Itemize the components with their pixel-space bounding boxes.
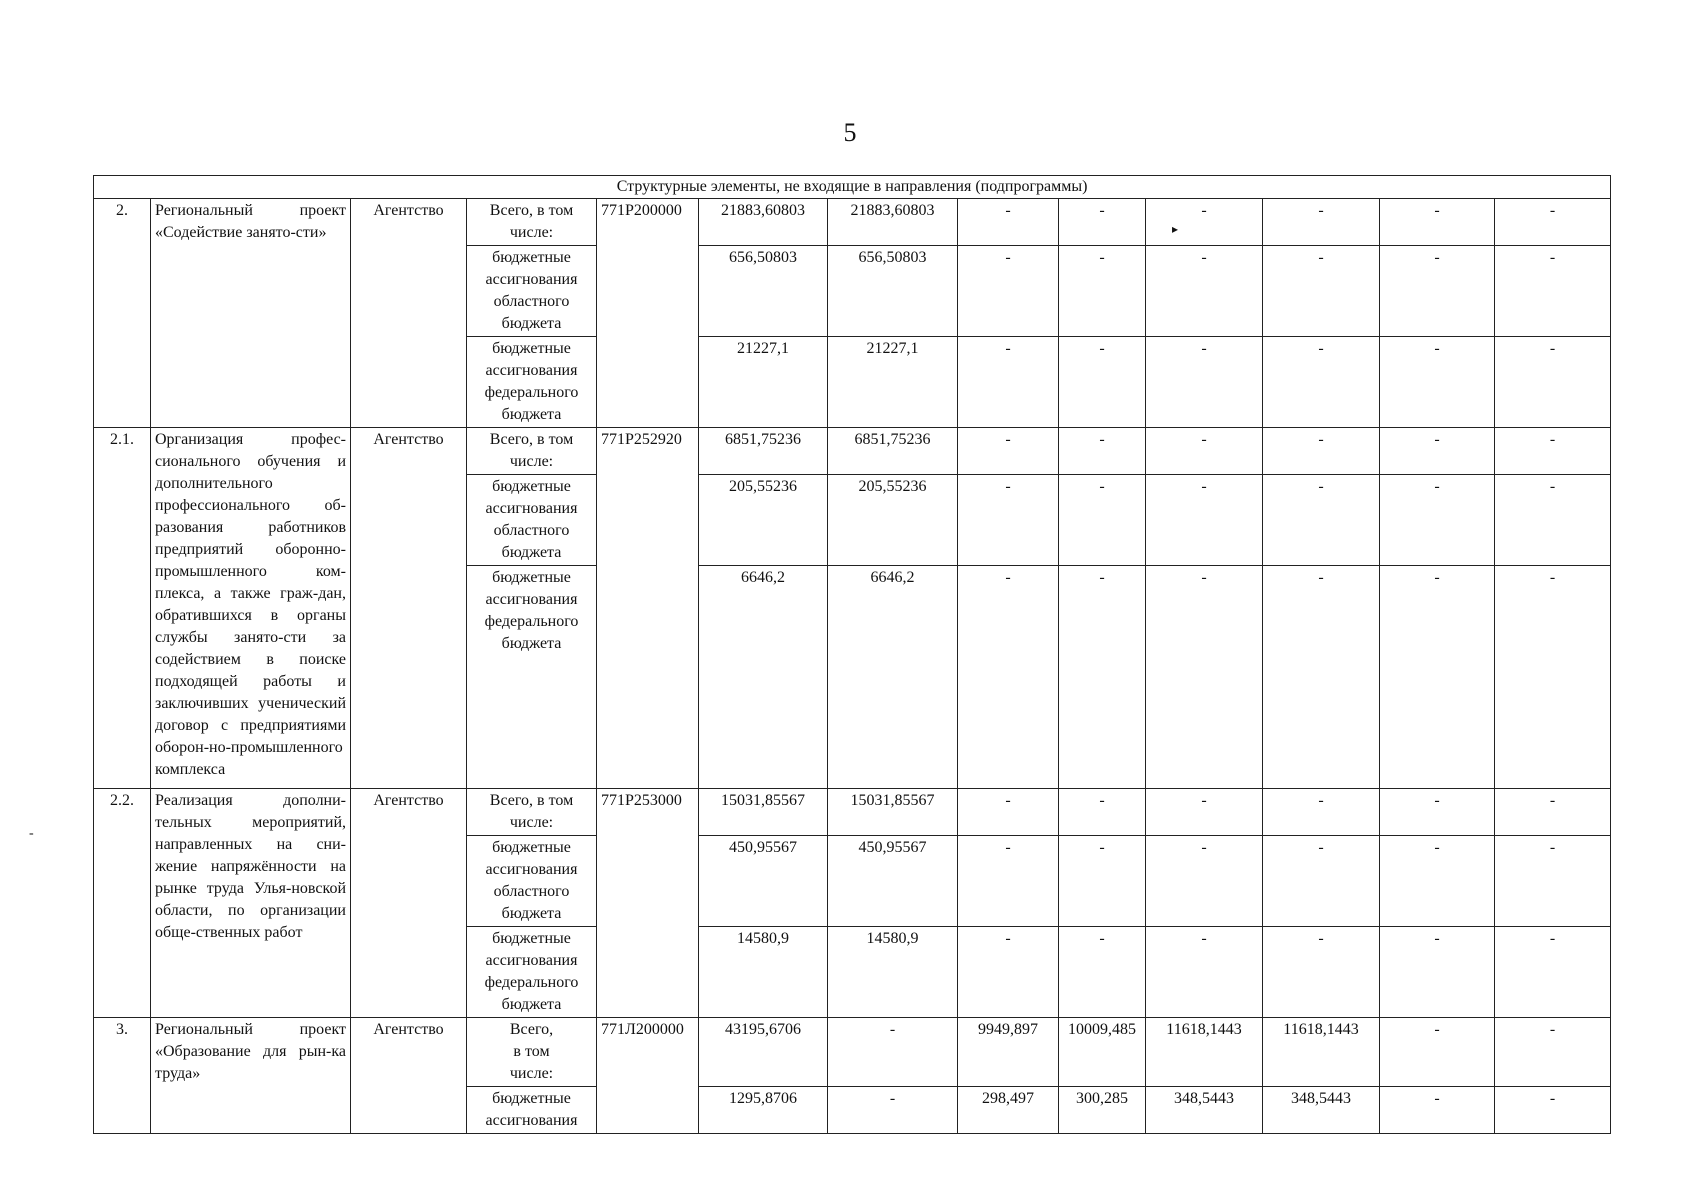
funding-source xyxy=(467,337,597,428)
amount-cell: 9949,897 xyxy=(958,1018,1059,1087)
amount-cell: - xyxy=(1495,246,1611,337)
amount-cell: - xyxy=(1380,475,1495,566)
amount-cell: - xyxy=(1059,789,1146,836)
funding-source-line: областного xyxy=(493,522,570,539)
amount-cell: 656,50803 xyxy=(828,246,958,337)
funding-source-line: бюджета xyxy=(501,905,562,922)
amount-cell: - xyxy=(1495,789,1611,836)
funding-source-line: областного xyxy=(493,883,570,900)
funding-source xyxy=(467,927,597,1018)
table-row xyxy=(94,199,1611,246)
table-row xyxy=(94,789,1611,836)
amount-cell: - xyxy=(1263,789,1380,836)
amount-cell: - xyxy=(1146,337,1263,428)
amount-cell: - xyxy=(1059,927,1146,1018)
item-executor: Агентство xyxy=(351,199,467,428)
funding-source xyxy=(467,836,597,927)
amount-cell: 10009,485 xyxy=(1059,1018,1146,1087)
item-name: Региональный проект «Содействие занято-сти» xyxy=(151,199,351,428)
budget-code: 771P252920 xyxy=(597,428,699,789)
table-row xyxy=(94,428,1611,475)
funding-source-line: областного xyxy=(493,293,570,310)
amount-cell: - xyxy=(1380,428,1495,475)
page-number: 5 xyxy=(843,118,857,147)
amount-cell: - xyxy=(958,566,1059,789)
amount-cell: - xyxy=(1380,337,1495,428)
amount-cell: - xyxy=(1146,789,1263,836)
amount-cell: 21883,60803 xyxy=(699,199,828,246)
funding-source-line: ассигнования xyxy=(485,500,578,517)
amount-cell: - xyxy=(1146,566,1263,789)
item-number: 2.1. xyxy=(94,428,151,789)
amount-cell: 21883,60803 xyxy=(828,199,958,246)
amount-cell: - xyxy=(1263,337,1380,428)
amount-cell: - xyxy=(958,475,1059,566)
amount-cell: - xyxy=(958,428,1059,475)
funding-source xyxy=(467,789,597,836)
amount-cell: 298,497 xyxy=(958,1087,1059,1134)
amount-cell: - xyxy=(1263,246,1380,337)
amount-cell: - xyxy=(1146,927,1263,1018)
amount-cell: 43195,6706 xyxy=(699,1018,828,1087)
funding-source-line: бюджетные xyxy=(492,249,571,266)
amount-cell: - xyxy=(1495,199,1611,246)
amount-cell: - xyxy=(1263,836,1380,927)
funding-source xyxy=(467,428,597,475)
amount-cell: - xyxy=(1263,199,1380,246)
funding-source-line: Всего, в том xyxy=(489,792,574,809)
amount-cell: - xyxy=(958,836,1059,927)
amount-cell: - xyxy=(828,1018,958,1087)
funding-source-line: ассигнования xyxy=(485,362,578,379)
amount-cell: 21227,1 xyxy=(828,337,958,428)
amount-cell: - xyxy=(1495,337,1611,428)
amount-cell: - xyxy=(1059,475,1146,566)
amount-cell: - xyxy=(1263,927,1380,1018)
amount-cell: - xyxy=(1380,836,1495,927)
amount-cell: - xyxy=(1380,927,1495,1018)
amount-cell: - xyxy=(1146,246,1263,337)
amount-cell: 6646,2 xyxy=(828,566,958,789)
amount-cell: - xyxy=(958,199,1059,246)
amount-cell: - xyxy=(1059,566,1146,789)
amount-cell: 450,95567 xyxy=(828,836,958,927)
amount-cell: - xyxy=(1059,246,1146,337)
amount-cell: 300,285 xyxy=(1059,1087,1146,1134)
amount-cell: - xyxy=(1059,337,1146,428)
amount-cell: 14580,9 xyxy=(699,927,828,1018)
amount-cell: - xyxy=(1380,566,1495,789)
amount-cell: - xyxy=(1495,566,1611,789)
table-row xyxy=(94,1018,1611,1087)
amount-cell: 348,5443 xyxy=(1146,1087,1263,1134)
scan-mark-margin: ‐ xyxy=(29,826,34,841)
amount-cell: - xyxy=(1495,1087,1611,1134)
amount-cell: 450,95567 xyxy=(699,836,828,927)
amount-cell: - xyxy=(1059,199,1146,246)
amount-cell: 15031,85567 xyxy=(699,789,828,836)
amount-cell: - xyxy=(1380,246,1495,337)
funding-source-line: в том xyxy=(513,1043,550,1060)
amount-cell: 205,55236 xyxy=(828,475,958,566)
funding-source-line: числе: xyxy=(509,453,554,470)
amount-cell: 14580,9 xyxy=(828,927,958,1018)
amount-cell: 656,50803 xyxy=(699,246,828,337)
amount-cell: - xyxy=(958,927,1059,1018)
funding-source xyxy=(467,246,597,337)
amount-cell: - xyxy=(1059,836,1146,927)
amount-cell: - xyxy=(1380,1087,1495,1134)
amount-cell: - xyxy=(1059,428,1146,475)
amount-cell: - xyxy=(1146,475,1263,566)
amount-cell: 6851,75236 xyxy=(828,428,958,475)
funding-source-line: бюджетные xyxy=(492,839,571,856)
funding-source-line: ассигнования xyxy=(485,1112,578,1129)
amount-cell: - xyxy=(1495,428,1611,475)
amount-cell: - xyxy=(1495,475,1611,566)
funding-source-line: бюджетные xyxy=(492,340,571,357)
amount-cell: - xyxy=(1380,199,1495,246)
funding-source-line: бюджета xyxy=(501,406,562,423)
item-name: Региональный проект «Образование для рын-ка труда» xyxy=(151,1018,351,1134)
funding-source-line: бюджета xyxy=(501,315,562,332)
scan-mark: ▸ xyxy=(1172,222,1179,236)
item-number: 3. xyxy=(94,1018,151,1134)
amount-cell: - xyxy=(1146,428,1263,475)
funding-source-line: ассигнования xyxy=(485,591,578,608)
funding-source xyxy=(467,1087,597,1134)
item-number: 2. xyxy=(94,199,151,428)
amount-cell: 6851,75236 xyxy=(699,428,828,475)
amount-cell: - xyxy=(1495,1018,1611,1087)
amount-cell: - xyxy=(1495,836,1611,927)
amount-cell: 1295,8706 xyxy=(699,1087,828,1134)
item-executor: Агентство xyxy=(351,1018,467,1134)
funding-source-line: бюджета xyxy=(501,635,562,652)
amount-cell: - xyxy=(1146,199,1263,246)
funding-source-line: ассигнования xyxy=(485,952,578,969)
amount-cell: - xyxy=(958,337,1059,428)
funding-source-line: бюджета xyxy=(501,544,562,561)
amount-cell: 15031,85567 xyxy=(828,789,958,836)
funding-source xyxy=(467,1018,597,1087)
amount-cell: 348,5443 xyxy=(1263,1087,1380,1134)
amount-cell: 21227,1 xyxy=(699,337,828,428)
funding-source xyxy=(467,475,597,566)
amount-cell: - xyxy=(1263,475,1380,566)
funding-source-line: федерального xyxy=(484,384,579,401)
amount-cell: - xyxy=(958,246,1059,337)
item-name: Реализация дополни-тельных мероприятий, направленных на сни-жение напряжённости на рынке труда Улья-новской области, по организации обще-ственных работ xyxy=(151,789,351,1018)
budget-code: 771Л200000 xyxy=(597,1018,699,1134)
item-executor: Агентство xyxy=(351,428,467,789)
funding-source-line: числе: xyxy=(509,224,554,241)
section-header: Структурные элементы, не входящие в направления (подпрограммы) xyxy=(94,176,1611,199)
funding-source-line: бюджетные xyxy=(492,478,571,495)
amount-cell: - xyxy=(828,1087,958,1134)
amount-cell: 11618,1443 xyxy=(1263,1018,1380,1087)
funding-source-line: бюджетные xyxy=(492,1090,571,1107)
funding-source-line: Всего, xyxy=(509,1021,554,1038)
funding-source-line: ассигнования xyxy=(485,271,578,288)
funding-source-line: числе: xyxy=(509,1065,554,1082)
funding-source-line: федерального xyxy=(484,974,579,991)
funding-source-line: Всего, в том xyxy=(489,202,574,219)
amount-cell: 11618,1443 xyxy=(1146,1018,1263,1087)
amount-cell: - xyxy=(1380,789,1495,836)
amount-cell: - xyxy=(958,789,1059,836)
budget-code: 771P253000 xyxy=(597,789,699,1018)
funding-source-line: Всего, в том xyxy=(489,431,574,448)
amount-cell: - xyxy=(1495,927,1611,1018)
budget-code: 771P200000 xyxy=(597,199,699,428)
funding-source-line: бюджета xyxy=(501,996,562,1013)
funding-source-line: числе: xyxy=(509,814,554,831)
amount-cell: 6646,2 xyxy=(699,566,828,789)
item-name: Организация профес-сионального обучения и дополнительного профессионального об-разования работников предприятий оборонно-промышленного ком-плекса, а также граж-дан, обратившихся в органы службы занято-сти за содействием в поиске подходящей работы и заключивших ученический договор с предприятиями оборон-но-промышленного комплекса xyxy=(151,428,351,789)
amount-cell: - xyxy=(1263,428,1380,475)
item-executor: Агентство xyxy=(351,789,467,1018)
funding-source-line: ассигнования xyxy=(485,861,578,878)
funding-source-line: бюджетные xyxy=(492,569,571,586)
item-number: 2.2. xyxy=(94,789,151,1018)
funding-source-line: бюджетные xyxy=(492,930,571,947)
budget-table xyxy=(93,175,1611,1134)
funding-source xyxy=(467,566,597,789)
section-header-row xyxy=(94,176,1611,199)
amount-cell: - xyxy=(1146,836,1263,927)
funding-source-line: федерального xyxy=(484,613,579,630)
funding-source xyxy=(467,199,597,246)
amount-cell: 205,55236 xyxy=(699,475,828,566)
amount-cell: - xyxy=(1263,566,1380,789)
amount-cell: - xyxy=(1380,1018,1495,1087)
